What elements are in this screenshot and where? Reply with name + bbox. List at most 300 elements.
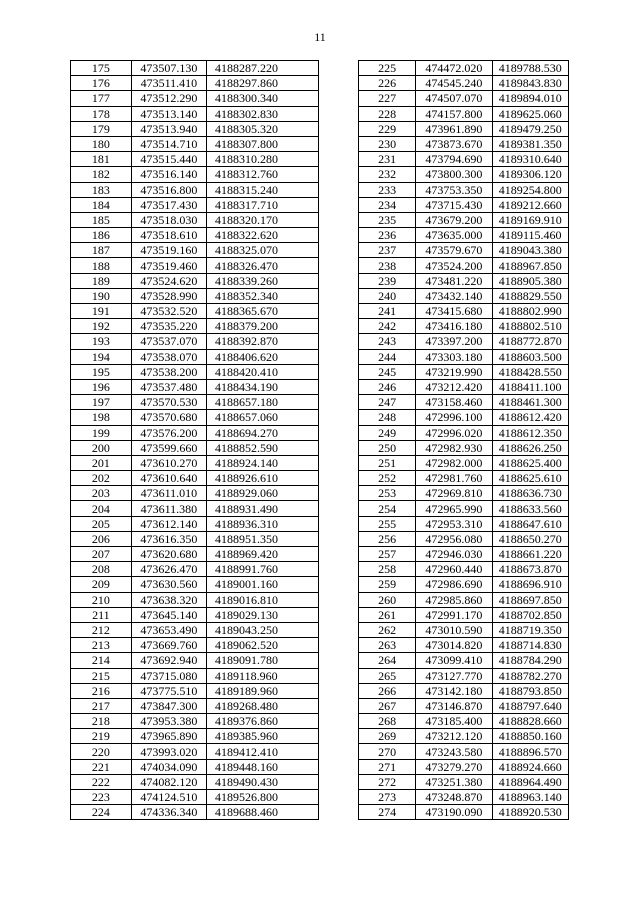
y-coordinate-cell: 4188626.250 [492, 440, 568, 455]
x-coordinate-cell: 472965.990 [416, 501, 492, 516]
x-coordinate-cell: 473212.120 [416, 729, 492, 744]
y-coordinate-cell: 4188307.800 [207, 136, 319, 151]
y-coordinate-cell: 4188636.730 [492, 486, 568, 501]
table-row [359, 349, 569, 364]
x-coordinate-cell: 473524.620 [131, 273, 206, 288]
point-number-cell: 210 [71, 592, 132, 607]
x-coordinate-cell: 473014.820 [416, 638, 492, 653]
table-row [359, 653, 569, 668]
table-row [359, 622, 569, 637]
table-row [71, 668, 319, 683]
table-row [71, 562, 319, 577]
table-row [71, 790, 319, 805]
point-number-cell: 191 [71, 304, 132, 319]
table-row [71, 349, 319, 364]
y-coordinate-cell: 4188428.550 [492, 364, 568, 379]
x-coordinate-cell: 474336.340 [131, 805, 206, 820]
point-number-cell: 233 [359, 182, 416, 197]
x-coordinate-cell: 472996.020 [416, 425, 492, 440]
x-coordinate-cell: 473611.010 [131, 486, 206, 501]
x-coordinate-cell: 473146.870 [416, 698, 492, 713]
point-number-cell: 194 [71, 349, 132, 364]
table-row [71, 61, 319, 76]
coordinates-table-right [358, 60, 569, 820]
y-coordinate-cell: 4188310.280 [207, 152, 319, 167]
point-number-cell: 183 [71, 182, 132, 197]
x-coordinate-cell: 473248.870 [416, 790, 492, 805]
x-coordinate-cell: 473961.890 [416, 121, 492, 136]
table-row [71, 288, 319, 303]
y-coordinate-cell: 4188461.300 [492, 395, 568, 410]
table-row [359, 668, 569, 683]
point-number-cell: 223 [71, 790, 132, 805]
table-row [359, 501, 569, 516]
point-number-cell: 256 [359, 531, 416, 546]
point-number-cell: 202 [71, 471, 132, 486]
point-number-cell: 218 [71, 714, 132, 729]
x-coordinate-cell: 473518.610 [131, 228, 206, 243]
table-row [359, 76, 569, 91]
point-number-cell: 208 [71, 562, 132, 577]
table-row [71, 531, 319, 546]
x-coordinate-cell: 473753.350 [416, 182, 492, 197]
y-coordinate-cell: 4189376.860 [207, 714, 319, 729]
point-number-cell: 211 [71, 607, 132, 622]
x-coordinate-cell: 473599.660 [131, 440, 206, 455]
point-number-cell: 228 [359, 106, 416, 121]
y-coordinate-cell: 4189625.060 [492, 106, 568, 121]
point-number-cell: 258 [359, 562, 416, 577]
y-coordinate-cell: 4188896.570 [492, 744, 568, 759]
x-coordinate-cell: 473519.160 [131, 243, 206, 258]
y-coordinate-cell: 4188696.910 [492, 577, 568, 592]
y-coordinate-cell: 4188650.270 [492, 531, 568, 546]
x-coordinate-cell: 473715.080 [131, 668, 206, 683]
point-number-cell: 265 [359, 668, 416, 683]
y-coordinate-cell: 4189189.960 [207, 683, 319, 698]
x-coordinate-cell: 473515.440 [131, 152, 206, 167]
table-row [359, 729, 569, 744]
point-number-cell: 257 [359, 547, 416, 562]
x-coordinate-cell: 473715.430 [416, 197, 492, 212]
point-number-cell: 242 [359, 319, 416, 334]
y-coordinate-cell: 4188784.290 [492, 653, 568, 668]
table-row [71, 471, 319, 486]
y-coordinate-cell: 4188411.100 [492, 379, 568, 394]
x-coordinate-cell: 473645.140 [131, 607, 206, 622]
table-row [71, 698, 319, 713]
table-row [359, 698, 569, 713]
y-coordinate-cell: 4188924.660 [492, 759, 568, 774]
x-coordinate-cell: 474124.510 [131, 790, 206, 805]
point-number-cell: 201 [71, 455, 132, 470]
point-number-cell: 237 [359, 243, 416, 258]
x-coordinate-cell: 472960.440 [416, 562, 492, 577]
point-number-cell: 182 [71, 167, 132, 182]
x-coordinate-cell: 472946.030 [416, 547, 492, 562]
y-coordinate-cell: 4188612.350 [492, 425, 568, 440]
x-coordinate-cell: 473212.420 [416, 379, 492, 394]
x-coordinate-cell: 474157.800 [416, 106, 492, 121]
y-coordinate-cell: 4188647.610 [492, 516, 568, 531]
x-coordinate-cell: 473507.130 [131, 61, 206, 76]
y-coordinate-cell: 4188802.510 [492, 319, 568, 334]
point-number-cell: 232 [359, 167, 416, 182]
point-number-cell: 274 [359, 805, 416, 820]
x-coordinate-cell: 473514.710 [131, 136, 206, 151]
point-number-cell: 243 [359, 334, 416, 349]
table-body [359, 61, 569, 820]
x-coordinate-cell: 474034.090 [131, 759, 206, 774]
point-number-cell: 267 [359, 698, 416, 713]
point-number-cell: 246 [359, 379, 416, 394]
y-coordinate-cell: 4189306.120 [492, 167, 568, 182]
table-row [71, 607, 319, 622]
x-coordinate-cell: 473517.430 [131, 197, 206, 212]
y-coordinate-cell: 4188969.420 [207, 547, 319, 562]
table-row [71, 258, 319, 273]
table-row [71, 197, 319, 212]
point-number-cell: 260 [359, 592, 416, 607]
point-number-cell: 205 [71, 516, 132, 531]
point-number-cell: 179 [71, 121, 132, 136]
y-coordinate-cell: 4188317.710 [207, 197, 319, 212]
x-coordinate-cell: 473610.640 [131, 471, 206, 486]
x-coordinate-cell: 473127.770 [416, 668, 492, 683]
x-coordinate-cell: 473611.380 [131, 501, 206, 516]
point-number-cell: 245 [359, 364, 416, 379]
point-number-cell: 186 [71, 228, 132, 243]
y-coordinate-cell: 4189688.460 [207, 805, 319, 820]
point-number-cell: 220 [71, 744, 132, 759]
table-row [359, 547, 569, 562]
table-row [359, 197, 569, 212]
point-number-cell: 188 [71, 258, 132, 273]
table-row [71, 91, 319, 106]
y-coordinate-cell: 4189016.810 [207, 592, 319, 607]
x-coordinate-cell: 473993.020 [131, 744, 206, 759]
x-coordinate-cell: 473243.580 [416, 744, 492, 759]
coordinates-table-left [70, 60, 319, 820]
x-coordinate-cell: 473653.490 [131, 622, 206, 637]
y-coordinate-cell: 4189118.960 [207, 668, 319, 683]
y-coordinate-cell: 4188850.160 [492, 729, 568, 744]
y-coordinate-cell: 4188434.190 [207, 379, 319, 394]
table-body [71, 61, 319, 820]
x-coordinate-cell: 474472.020 [416, 61, 492, 76]
table-row [71, 774, 319, 789]
x-coordinate-cell: 473626.470 [131, 562, 206, 577]
y-coordinate-cell: 4188924.140 [207, 455, 319, 470]
table-row [71, 273, 319, 288]
table-row [71, 714, 319, 729]
table-row [359, 790, 569, 805]
x-coordinate-cell: 472981.760 [416, 471, 492, 486]
y-coordinate-cell: 4188352.340 [207, 288, 319, 303]
point-number-cell: 209 [71, 577, 132, 592]
x-coordinate-cell: 473416.180 [416, 319, 492, 334]
point-number-cell: 263 [359, 638, 416, 653]
y-coordinate-cell: 4188312.760 [207, 167, 319, 182]
table-row [71, 334, 319, 349]
x-coordinate-cell: 473279.270 [416, 759, 492, 774]
point-number-cell: 214 [71, 653, 132, 668]
table-row [71, 243, 319, 258]
y-coordinate-cell: 4188287.220 [207, 61, 319, 76]
table-row [71, 212, 319, 227]
point-number-cell: 213 [71, 638, 132, 653]
table-row [71, 729, 319, 744]
point-number-cell: 261 [359, 607, 416, 622]
x-coordinate-cell: 473513.140 [131, 106, 206, 121]
table-row [359, 136, 569, 151]
table-row [359, 379, 569, 394]
point-number-cell: 249 [359, 425, 416, 440]
x-coordinate-cell: 474082.120 [131, 774, 206, 789]
page-number: 11 [314, 30, 326, 44]
y-coordinate-cell: 4189894.010 [492, 91, 568, 106]
table-row [71, 638, 319, 653]
point-number-cell: 230 [359, 136, 416, 151]
table-row [71, 106, 319, 121]
x-coordinate-cell: 473481.220 [416, 273, 492, 288]
table-row [359, 91, 569, 106]
x-coordinate-cell: 473616.350 [131, 531, 206, 546]
table-row [359, 395, 569, 410]
table-row [359, 61, 569, 76]
x-coordinate-cell: 472982.000 [416, 455, 492, 470]
table-row [359, 440, 569, 455]
y-coordinate-cell: 4188322.620 [207, 228, 319, 243]
x-coordinate-cell: 473190.090 [416, 805, 492, 820]
x-coordinate-cell: 473873.670 [416, 136, 492, 151]
table-row [71, 805, 319, 820]
table-row [71, 167, 319, 182]
point-number-cell: 190 [71, 288, 132, 303]
y-coordinate-cell: 4189788.530 [492, 61, 568, 76]
x-coordinate-cell: 473669.760 [131, 638, 206, 653]
point-number-cell: 175 [71, 61, 132, 76]
y-coordinate-cell: 4189212.660 [492, 197, 568, 212]
x-coordinate-cell: 472986.690 [416, 577, 492, 592]
y-coordinate-cell: 4188967.850 [492, 258, 568, 273]
point-number-cell: 212 [71, 622, 132, 637]
point-number-cell: 197 [71, 395, 132, 410]
point-number-cell: 262 [359, 622, 416, 637]
table-row [359, 714, 569, 729]
table-row [71, 152, 319, 167]
y-coordinate-cell: 4189381.350 [492, 136, 568, 151]
x-coordinate-cell: 473794.690 [416, 152, 492, 167]
x-coordinate-cell: 473612.140 [131, 516, 206, 531]
x-coordinate-cell: 473610.270 [131, 455, 206, 470]
x-coordinate-cell: 472956.080 [416, 531, 492, 546]
y-coordinate-cell: 4188365.670 [207, 304, 319, 319]
table-row [71, 516, 319, 531]
x-coordinate-cell: 473570.530 [131, 395, 206, 410]
x-coordinate-cell: 474545.240 [416, 76, 492, 91]
x-coordinate-cell: 473953.380 [131, 714, 206, 729]
table-row [359, 471, 569, 486]
table-row [359, 304, 569, 319]
x-coordinate-cell: 473528.990 [131, 288, 206, 303]
y-coordinate-cell: 4188625.610 [492, 471, 568, 486]
table-row [359, 744, 569, 759]
y-coordinate-cell: 4189526.800 [207, 790, 319, 805]
point-number-cell: 187 [71, 243, 132, 258]
point-number-cell: 180 [71, 136, 132, 151]
x-coordinate-cell: 473516.140 [131, 167, 206, 182]
x-coordinate-cell: 473638.320 [131, 592, 206, 607]
x-coordinate-cell: 473538.070 [131, 349, 206, 364]
y-coordinate-cell: 4189091.780 [207, 653, 319, 668]
table-row [71, 622, 319, 637]
table-row [359, 182, 569, 197]
point-number-cell: 204 [71, 501, 132, 516]
point-number-cell: 251 [359, 455, 416, 470]
x-coordinate-cell: 473532.520 [131, 304, 206, 319]
table-row [71, 547, 319, 562]
y-coordinate-cell: 4188657.060 [207, 410, 319, 425]
point-number-cell: 248 [359, 410, 416, 425]
point-number-cell: 206 [71, 531, 132, 546]
x-coordinate-cell: 473219.990 [416, 364, 492, 379]
point-number-cell: 178 [71, 106, 132, 121]
y-coordinate-cell: 4189448.160 [207, 759, 319, 774]
y-coordinate-cell: 4188661.220 [492, 547, 568, 562]
x-coordinate-cell: 473635.000 [416, 228, 492, 243]
point-number-cell: 236 [359, 228, 416, 243]
table-row [359, 167, 569, 182]
table-row [359, 486, 569, 501]
y-coordinate-cell: 4189169.910 [492, 212, 568, 227]
x-coordinate-cell: 473158.460 [416, 395, 492, 410]
y-coordinate-cell: 4188673.870 [492, 562, 568, 577]
point-number-cell: 255 [359, 516, 416, 531]
table-row [359, 638, 569, 653]
x-coordinate-cell: 473620.680 [131, 547, 206, 562]
point-number-cell: 195 [71, 364, 132, 379]
table-row [359, 531, 569, 546]
x-coordinate-cell: 473518.030 [131, 212, 206, 227]
y-coordinate-cell: 4189310.640 [492, 152, 568, 167]
point-number-cell: 254 [359, 501, 416, 516]
point-number-cell: 247 [359, 395, 416, 410]
point-number-cell: 264 [359, 653, 416, 668]
table-row [71, 410, 319, 425]
point-number-cell: 227 [359, 91, 416, 106]
table-row [359, 425, 569, 440]
y-coordinate-cell: 4189001.160 [207, 577, 319, 592]
y-coordinate-cell: 4188714.830 [492, 638, 568, 653]
y-coordinate-cell: 4188697.850 [492, 592, 568, 607]
x-coordinate-cell: 472953.310 [416, 516, 492, 531]
y-coordinate-cell: 4188339.260 [207, 273, 319, 288]
table-row [359, 212, 569, 227]
table-row [71, 577, 319, 592]
point-number-cell: 270 [359, 744, 416, 759]
x-coordinate-cell: 473800.300 [416, 167, 492, 182]
y-coordinate-cell: 4189490.430 [207, 774, 319, 789]
x-coordinate-cell: 473847.300 [131, 698, 206, 713]
point-number-cell: 235 [359, 212, 416, 227]
table-row [71, 182, 319, 197]
point-number-cell: 215 [71, 668, 132, 683]
y-coordinate-cell: 4188657.180 [207, 395, 319, 410]
point-number-cell: 266 [359, 683, 416, 698]
table-row [359, 243, 569, 258]
y-coordinate-cell: 4188392.870 [207, 334, 319, 349]
y-coordinate-cell: 4188305.320 [207, 121, 319, 136]
table-row [359, 562, 569, 577]
y-coordinate-cell: 4188951.350 [207, 531, 319, 546]
point-number-cell: 234 [359, 197, 416, 212]
x-coordinate-cell: 473519.460 [131, 258, 206, 273]
table-row [359, 607, 569, 622]
point-number-cell: 268 [359, 714, 416, 729]
y-coordinate-cell: 4188719.350 [492, 622, 568, 637]
point-number-cell: 244 [359, 349, 416, 364]
point-number-cell: 196 [71, 379, 132, 394]
point-number-cell: 203 [71, 486, 132, 501]
x-coordinate-cell: 473579.670 [416, 243, 492, 258]
y-coordinate-cell: 4188633.560 [492, 501, 568, 516]
table-row [359, 121, 569, 136]
point-number-cell: 185 [71, 212, 132, 227]
point-number-cell: 229 [359, 121, 416, 136]
table-row [71, 501, 319, 516]
point-number-cell: 224 [71, 805, 132, 820]
point-number-cell: 192 [71, 319, 132, 334]
y-coordinate-cell: 4188829.550 [492, 288, 568, 303]
x-coordinate-cell: 472969.810 [416, 486, 492, 501]
x-coordinate-cell: 473415.680 [416, 304, 492, 319]
table-row [71, 319, 319, 334]
table-row [71, 486, 319, 501]
table-row [359, 410, 569, 425]
x-coordinate-cell: 473570.680 [131, 410, 206, 425]
table-row [71, 592, 319, 607]
x-coordinate-cell: 473538.200 [131, 364, 206, 379]
y-coordinate-cell: 4189843.830 [492, 76, 568, 91]
y-coordinate-cell: 4189254.800 [492, 182, 568, 197]
y-coordinate-cell: 4189412.410 [207, 744, 319, 759]
table-row [71, 364, 319, 379]
point-number-cell: 198 [71, 410, 132, 425]
point-number-cell: 252 [359, 471, 416, 486]
y-coordinate-cell: 4188297.860 [207, 76, 319, 91]
table-row [71, 440, 319, 455]
x-coordinate-cell: 473775.510 [131, 683, 206, 698]
point-number-cell: 199 [71, 425, 132, 440]
point-number-cell: 193 [71, 334, 132, 349]
y-coordinate-cell: 4188964.490 [492, 774, 568, 789]
x-coordinate-cell: 473535.220 [131, 319, 206, 334]
point-number-cell: 231 [359, 152, 416, 167]
x-coordinate-cell: 473692.940 [131, 653, 206, 668]
x-coordinate-cell: 473099.410 [416, 653, 492, 668]
x-coordinate-cell: 473516.800 [131, 182, 206, 197]
x-coordinate-cell: 472985.860 [416, 592, 492, 607]
table-row [71, 379, 319, 394]
table-row [71, 683, 319, 698]
y-coordinate-cell: 4188320.170 [207, 212, 319, 227]
x-coordinate-cell: 473679.200 [416, 212, 492, 227]
x-coordinate-cell: 473576.200 [131, 425, 206, 440]
table-row [359, 288, 569, 303]
table-row [359, 334, 569, 349]
point-number-cell: 271 [359, 759, 416, 774]
